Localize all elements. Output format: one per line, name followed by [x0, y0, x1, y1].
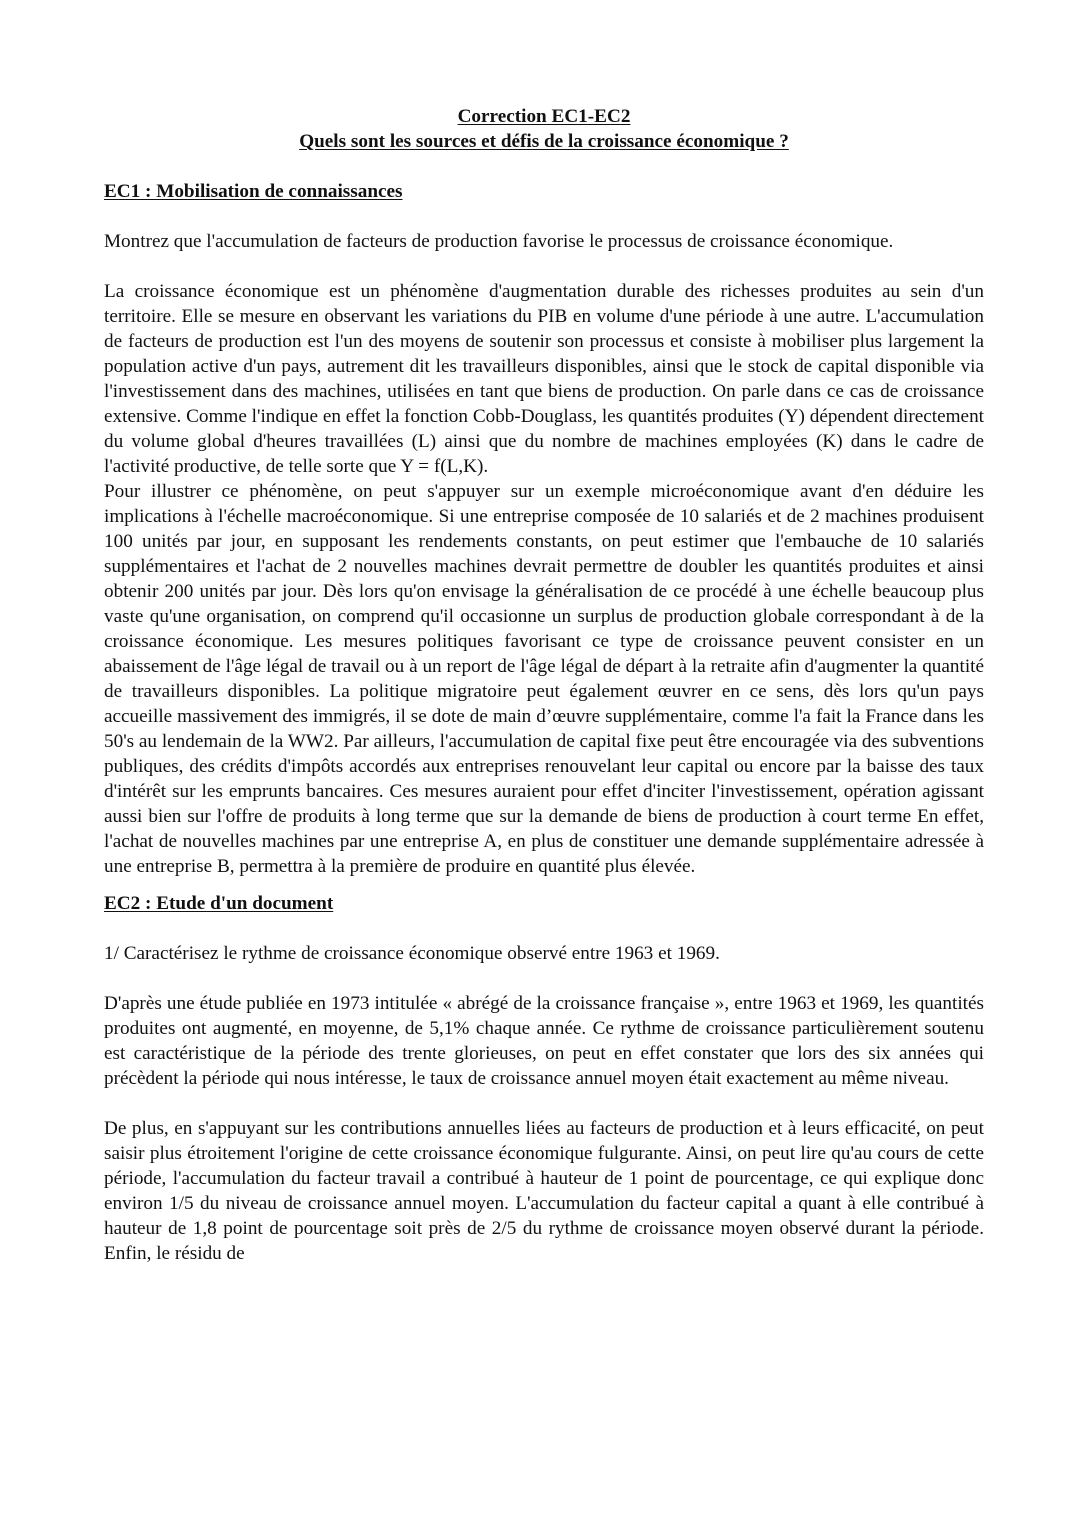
ec2-question-1: 1/ Caractérisez le rythme de croissance économique observé entre 1963 et 1969.	[104, 943, 720, 964]
document-title: Correction EC1-EC2	[457, 106, 631, 127]
ec1-paragraph-1: La croissance économique est un phénomène d'augmentation durable des richesses produites au sein d'un territoire. Elle se mesure en observant les variations du PIB en volume d'une période à une autre. L'accumulation de facteurs de production est l'un des moyens de soutenir son processus et consiste à mobiliser plus largement la population active d'un pays, autrement dit les travailleurs disponibles, ainsi que le stock de capital disponible via l'investissement dans des machines, utilisées en tant que biens de production. On parle dans ce cas de croissance extensive. Comme l'indique en effet la fonction Cobb-Douglass, les quantités produites (Y) dépendent directement du volume global d'heures travaillées (L) ainsi que du nombre de machines employées (K) dans le cadre de l'activité productive, de telle sorte que Y = f(L,K).	[104, 281, 984, 477]
ec1-paragraph-2: Pour illustrer ce phénomène, on peut s'appuyer sur un exemple microéconomique avant d'en déduire les implications à l'échelle macroéconomique. Si une entreprise composée de 10 salariés et de 2 machines produisent 100 unités par jour, en supposant les rendements constants, on peut estimer que l'embauche de 10 salariés supplémentaires et l'achat de 2 nouvelles machines devrait permettre de doubler les quantités produites et ainsi obtenir 200 unités par jour. Dès lors qu'on envisage la généralisation de ce procédé à une échelle beaucoup plus vaste qu'une organisation, on comprend qu'il occasionne un surplus de production globale correspondant à de la croissance économique. Les mesures politiques favorisant ce type de croissance peuvent consister en un abaissement de l'âge légal de travail ou à un report de l'âge légal de départ à la retraite afin d'augmenter la quantité de travailleurs disponibles. La politique migratoire peut également œuvrer en ce sens, dès lors qu'un pays accueille massivement des immigrés, il se dote de main d’œuvre supplémentaire, comme l'a fait la France dans les 50's au lendemain de la WW2. Par ailleurs, l'accumulation de capital fixe peut être encouragée via des subventions publiques, des crédits d'impôts accordés aux entreprises renouvelant leur capital ou encore par la baisse des taux d'intérêt sur les emprunts bancaires. Ces mesures auraient pour effet d'inciter l'investissement, opération agissant aussi bien sur l'offre de produits à long terme que sur la demande de biens de production à court terme En effet, l'achat de nouvelles machines par une entreprise A, en plus de constituer une demande supplémentaire adressée à une entreprise B, permettra à la première de produire en quantité plus élevée.	[104, 481, 984, 877]
document-page	[104, 104, 984, 1266]
ec1-question: Montrez que l'accumulation de facteurs de production favorise le processus de croissance économique.	[104, 231, 894, 252]
ec2-paragraph-1: D'après une étude publiée en 1973 intitulée « abrégé de la croissance française », entre 1963 et 1969, les quantités produites ont augmenté, en moyenne, de 5,1% chaque année. Ce rythme de croissance particulièrement soutenu est caractéristique de la période des trente glorieuses, on peut en effet constater que lors des six années qui précèdent la période qui nous intéresse, le taux de croissance annuel moyen était exactement au même niveau.	[104, 993, 984, 1089]
ec1-heading-text: EC1 : Mobilisation de connaissances	[104, 181, 403, 202]
document-subtitle: Quels sont les sources et défis de la croissance économique ?	[299, 131, 789, 152]
ec2-section-heading	[104, 891, 984, 916]
ec2-heading-text: EC2 : Etude d'un document	[104, 893, 334, 914]
title-block	[104, 104, 984, 154]
ec1-section-heading	[104, 179, 984, 204]
ec2-paragraph-2: De plus, en s'appuyant sur les contributions annuelles liées au facteurs de production et à leurs efficacité, on peut saisir plus étroitement l'origine de cette croissance économique fulgurante. Ainsi, on peut lire qu'au cours de cette période, l'accumulation du facteur travail a contribué à hauteur de 1 point de pourcentage, ce qui explique donc environ 1/5 du niveau de croissance annuel moyen. L'accumulation du facteur capital a quant à elle contribué à hauteur de 1,8 point de pourcentage soit près de 2/5 du rythme de croissance moyen observé durant la période. Enfin, le résidu de	[104, 1118, 984, 1264]
